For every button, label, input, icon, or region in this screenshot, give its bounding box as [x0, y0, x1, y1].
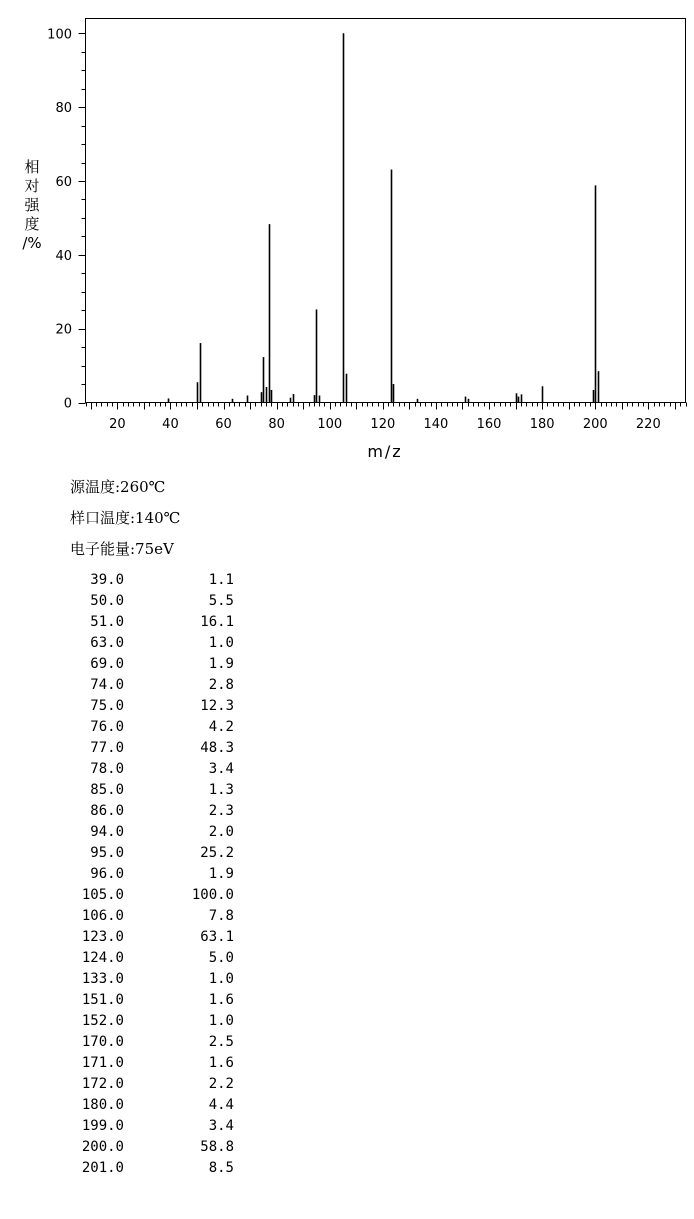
intensity-value: 25.2 [200, 845, 234, 861]
intensity-value: 1.1 [208, 572, 234, 588]
table-row [62, 1158, 234, 1179]
mz-value: 78.0 [90, 761, 124, 777]
peak-bars [169, 33, 599, 402]
intensity-value: 1.6 [208, 992, 234, 1008]
mz-value: 180.0 [81, 1097, 124, 1113]
x-tick-label: 200 [582, 417, 608, 432]
mz-value: 133.0 [81, 971, 124, 987]
source-temperature: 源温度:260℃ [70, 478, 166, 496]
intensity-value: 8.5 [208, 1160, 234, 1176]
mz-value: 123.0 [81, 929, 124, 945]
x-tick-label: 40 [162, 417, 179, 432]
mz-value: 201.0 [81, 1160, 124, 1176]
table-row [62, 675, 234, 696]
y-tick-label: 20 [55, 322, 72, 338]
mz-value: 124.0 [81, 950, 124, 966]
intensity-value: 63.1 [200, 929, 234, 945]
table-row [62, 927, 234, 948]
intensity-value: 1.0 [208, 971, 234, 987]
tick-labels [47, 27, 661, 432]
table-row [62, 570, 234, 591]
x-tick-label: 220 [635, 417, 661, 432]
mz-value: 94.0 [90, 824, 124, 840]
table-row [62, 906, 234, 927]
x-tick-label: 120 [370, 417, 396, 432]
mz-value: 96.0 [90, 866, 124, 882]
intensity-value: 4.2 [208, 719, 234, 735]
table-row [62, 591, 234, 612]
table-row [62, 612, 234, 633]
mz-value: 51.0 [90, 614, 124, 630]
table-row [62, 885, 234, 906]
intensity-value: 1.3 [208, 782, 234, 798]
table-row [62, 969, 234, 990]
mz-value: 77.0 [90, 740, 124, 756]
mz-value: 85.0 [90, 782, 124, 798]
mz-value: 74.0 [90, 677, 124, 693]
mz-value: 76.0 [90, 719, 124, 735]
y-axis-label-char: /% [22, 234, 42, 252]
peak-table [62, 570, 234, 1179]
y-tick-label: 40 [55, 248, 72, 264]
mz-value: 86.0 [90, 803, 124, 819]
table-row [62, 1137, 234, 1158]
electron-energy: 电子能量:75eV [70, 540, 174, 558]
mz-value: 105.0 [81, 887, 124, 903]
table-row [62, 801, 234, 822]
intensity-value: 1.9 [208, 656, 234, 672]
intensity-value: 48.3 [200, 740, 234, 756]
table-row [62, 654, 234, 675]
mz-value: 152.0 [81, 1013, 124, 1029]
x-tick-label: 100 [317, 417, 343, 432]
y-axis-label-char: 度 [24, 215, 40, 233]
table-row [62, 864, 234, 885]
intensity-value: 2.0 [208, 824, 234, 840]
intensity-value: 4.4 [208, 1097, 234, 1113]
x-axis-label: m/z [367, 442, 403, 461]
x-tick-label: 80 [268, 417, 285, 432]
mz-value: 199.0 [81, 1118, 124, 1134]
intensity-value: 5.5 [208, 593, 234, 609]
y-axis-label-char: 对 [24, 177, 40, 195]
y-tick-label: 100 [47, 27, 72, 43]
intensity-value: 2.8 [208, 677, 234, 693]
intensity-value: 2.3 [208, 803, 234, 819]
table-row [62, 696, 234, 717]
intensity-value: 2.2 [208, 1076, 234, 1092]
table-row [62, 717, 234, 738]
table-row [62, 759, 234, 780]
intensity-value: 1.6 [208, 1055, 234, 1071]
table-row [62, 822, 234, 843]
x-tick-label: 60 [215, 417, 232, 432]
y-tick-label: 80 [55, 101, 72, 117]
mz-value: 50.0 [90, 593, 124, 609]
intensity-value: 1.0 [208, 635, 234, 651]
x-tick-label: 140 [423, 417, 449, 432]
mz-value: 75.0 [90, 698, 124, 714]
table-row [62, 1095, 234, 1116]
intensity-value: 5.0 [208, 950, 234, 966]
mz-value: 170.0 [81, 1034, 124, 1050]
x-tick-label: 20 [109, 417, 126, 432]
mz-value: 172.0 [81, 1076, 124, 1092]
mz-value: 95.0 [90, 845, 124, 861]
mz-value: 69.0 [90, 656, 124, 672]
table-row [62, 1116, 234, 1137]
mass-spectrum-chart [0, 0, 694, 470]
intensity-value: 1.0 [208, 1013, 234, 1029]
intensity-value: 2.5 [208, 1034, 234, 1050]
intensity-value: 58.8 [200, 1139, 234, 1155]
table-row [62, 1053, 234, 1074]
mz-value: 106.0 [81, 908, 124, 924]
table-row [62, 633, 234, 654]
table-row [62, 738, 234, 759]
intensity-value: 100.0 [191, 887, 234, 903]
table-row [62, 843, 234, 864]
table-row [62, 1032, 234, 1053]
intensity-value: 3.4 [208, 1118, 234, 1134]
intensity-value: 3.4 [208, 761, 234, 777]
inlet-temperature: 样口温度:140℃ [70, 509, 181, 527]
intensity-value: 1.9 [208, 866, 234, 882]
y-axis-label-char: 相 [24, 158, 40, 176]
intensity-value: 16.1 [200, 614, 234, 630]
y-axis-label [22, 158, 41, 252]
table-row [62, 1074, 234, 1095]
table-row [62, 948, 234, 969]
mz-value: 63.0 [90, 635, 124, 651]
table-row [62, 780, 234, 801]
intensity-value: 7.8 [208, 908, 234, 924]
mz-value: 151.0 [81, 992, 124, 1008]
y-tick-label: 0 [63, 396, 72, 412]
intensity-value: 12.3 [200, 698, 234, 714]
table-row [62, 990, 234, 1011]
mz-value: 200.0 [81, 1139, 124, 1155]
mz-value: 39.0 [90, 572, 124, 588]
table-row [62, 1011, 234, 1032]
y-axis-label-char: 强 [24, 196, 40, 214]
mz-value: 171.0 [81, 1055, 124, 1071]
y-tick-label: 60 [55, 174, 72, 190]
x-tick-label: 160 [476, 417, 502, 432]
x-tick-label: 180 [529, 417, 555, 432]
